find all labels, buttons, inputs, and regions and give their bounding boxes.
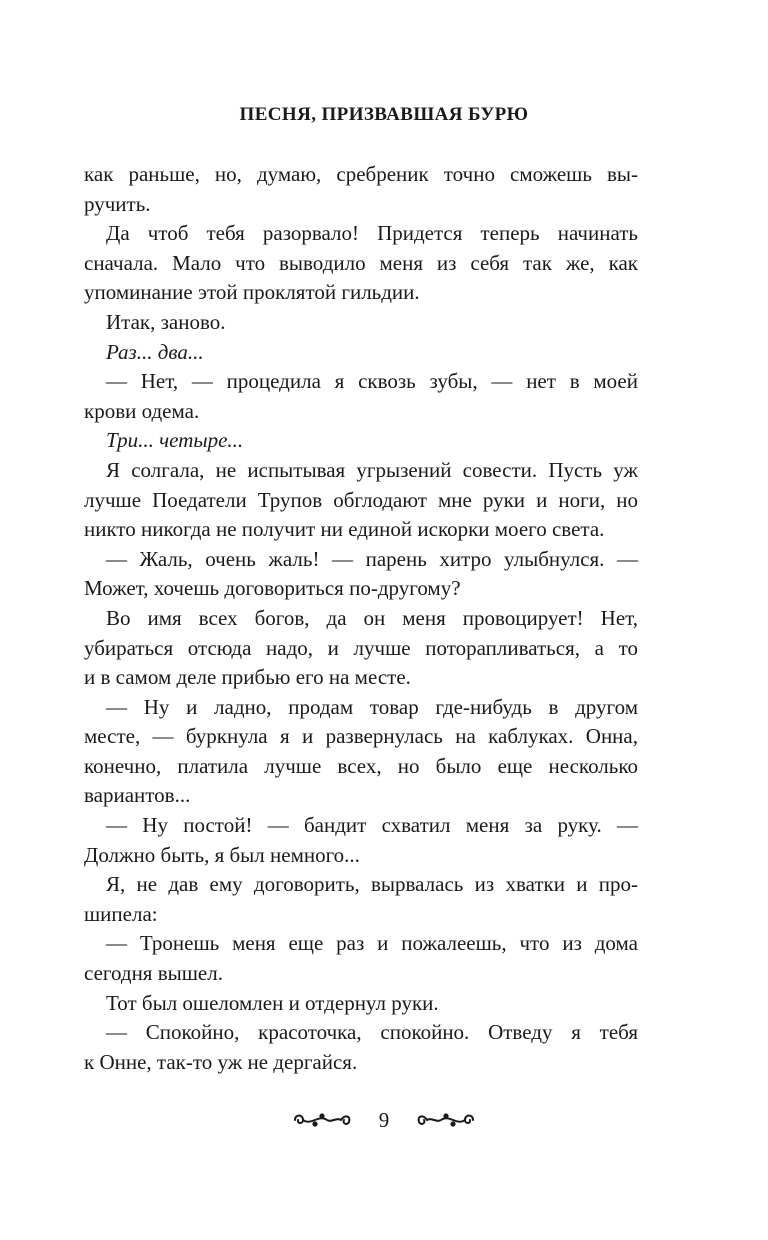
text-line: — Спокойно, красоточка, спокойно. Отведу я тебя	[106, 1020, 638, 1045]
page-number: 9	[378, 1107, 390, 1132]
text-line: Раз... два...	[106, 339, 204, 364]
left-flourish-icon	[291, 1110, 353, 1130]
text-line: — Жаль, очень жаль! — парень хитро улыбнулся. —	[106, 546, 638, 571]
text-line: Три... четыре...	[106, 428, 244, 453]
text-line: ручить.	[84, 191, 151, 216]
text-line: вариантов...	[84, 783, 191, 808]
text-line: сначала. Мало что выводило меня из себя так же, как	[84, 250, 638, 275]
text-line: Я, не дав ему договорить, вырвалась из хватки и про-	[106, 872, 638, 897]
text-line: — Тронешь меня еще раз и пожалеешь, что из дома	[106, 931, 638, 956]
text-line: и в самом деле прибью его на месте.	[84, 665, 411, 690]
text-line: сегодня вышел.	[84, 961, 223, 986]
text-line: Может, хочешь договориться по-другому?	[84, 576, 461, 601]
text-line: крови одема.	[84, 398, 200, 423]
running-head: ПЕСНЯ, ПРИЗВАВШАЯ БУРЮ	[239, 104, 529, 125]
text-line: шипела:	[84, 901, 158, 926]
text-line: как раньше, но, думаю, сребреник точно сможешь вы-	[84, 162, 638, 186]
right-flourish-icon	[415, 1110, 477, 1130]
text-line: Итак, заново.	[106, 309, 226, 334]
text-line: никто никогда не получит ни единой искорки моего света.	[84, 517, 605, 542]
text-line: лучше Поедатели Трупов обглодают мне руки и ноги, но	[84, 487, 638, 512]
text-line: Да чтоб тебя разорвало! Придется теперь начинать	[106, 221, 638, 246]
text-line: — Ну постой! — бандит схватил меня за руку. —	[106, 813, 638, 838]
text-line: убираться отсюда надо, и лучше поторапливаться, а то	[84, 635, 638, 660]
text-line: Я солгала, не испытывая угрызений совести. Пусть уж	[106, 457, 638, 482]
text-line: Должно быть, я был немного...	[84, 842, 360, 867]
text-line: упоминание этой проклятой гильдии.	[84, 280, 420, 305]
text-line: к Онне, так-то уж не дергайся.	[84, 1049, 358, 1074]
text-line: — Нет, — процедила я сквозь зубы, — нет в моей	[106, 369, 638, 394]
text-line: Тот был ошеломлен и отдернул руки.	[106, 990, 439, 1015]
text-line: — Ну и ладно, продам товар где-нибудь в другом	[106, 694, 638, 719]
text-line: конечно, платила лучше всех, но было еще несколько	[84, 753, 638, 778]
text-line: Во имя всех богов, да он меня провоцирует! Нет,	[106, 605, 638, 630]
text-line: месте, — буркнула я и развернулась на каблуках. Онна,	[84, 724, 638, 749]
page-footer	[0, 1100, 768, 1140]
body-text	[84, 160, 638, 1077]
